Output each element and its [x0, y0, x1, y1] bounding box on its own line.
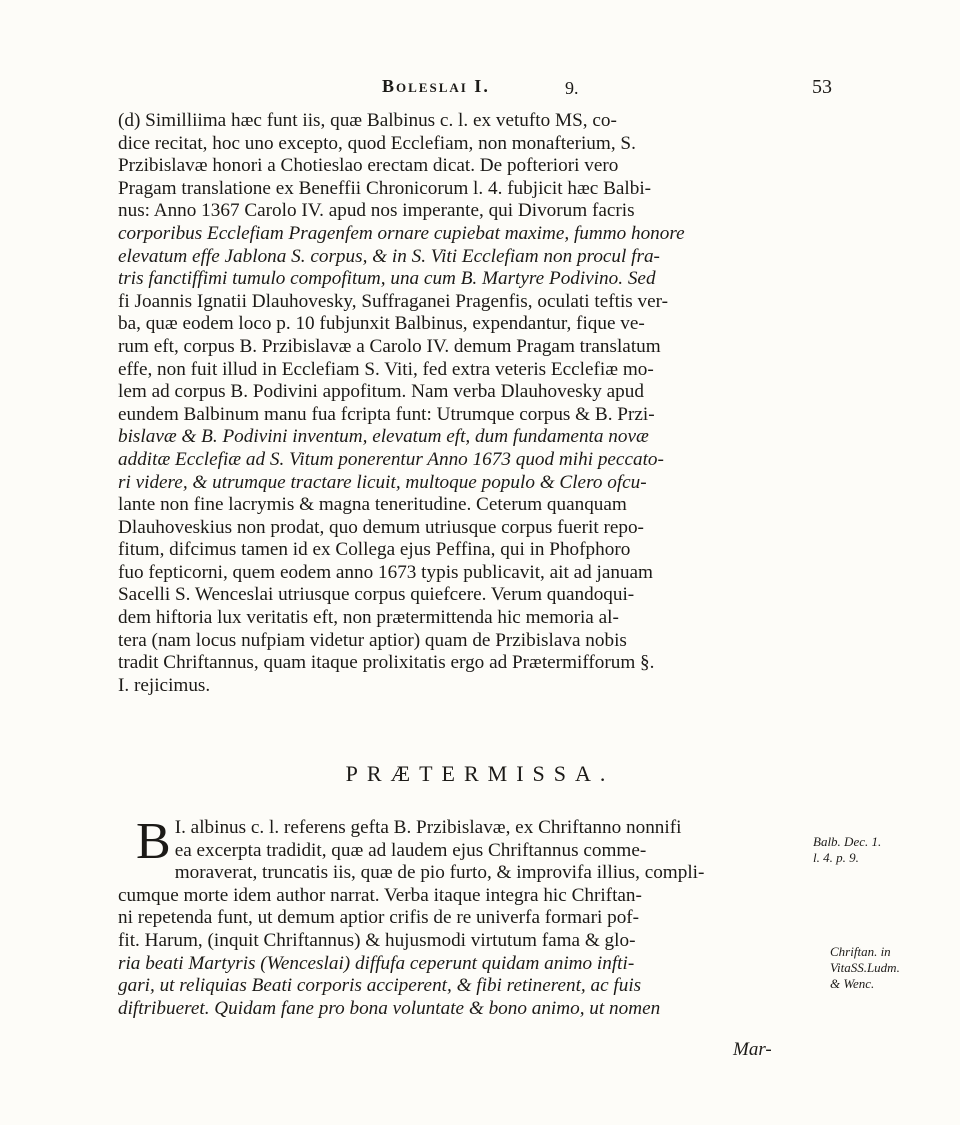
- margin-note-balbinus: [813, 834, 881, 866]
- text-line: fuo fepticorni, quem eodem anno 1673 typis publicavit, ait ad januam: [118, 561, 653, 583]
- drop-cap: B: [136, 813, 171, 870]
- praetermissa-paragraph: [118, 813, 808, 1020]
- text-line: ni repetenda funt, ut demum aptior crifis de re univerfa formari pof-: [118, 907, 640, 929]
- text-line-italic: additæ Ecclefiæ ad S. Vitum ponerentur Anno 1673 quod mihi peccato-: [118, 448, 664, 470]
- page-header: [120, 76, 832, 102]
- margin-note-christannus: [830, 944, 900, 992]
- section-title: PRÆTERMISSA.: [345, 761, 615, 786]
- margin-note-line: & Wenc.: [830, 976, 875, 991]
- text-line: tera (nam locus nufpiam videtur aptior) quam de Przibislava nobis: [118, 629, 627, 651]
- running-title: Boleslai I.: [382, 76, 490, 96]
- text-line: dice recitat, hoc uno excepto, quod Ecclefiam, non monafterium, S.: [118, 132, 636, 154]
- text-line-italic: tris fanctiffimi tumulo compofitum, una cum B. Martyre Podivino. Sed: [118, 268, 656, 290]
- margin-note-line: Chriftan. in: [830, 944, 891, 959]
- text-line-italic: diftribueret. Quidam fane pro bona voluntate & bono animo, ut nomen: [118, 997, 661, 1019]
- text-line: lante non fine lacrymis & magna teneritudine. Ceterum quanquam: [118, 494, 627, 516]
- text-line: I. rejicimus.: [118, 674, 211, 696]
- text-line-italic: gari, ut reliquias Beati corporis acciperent, & fibi retinerent, ac fuis: [118, 975, 642, 997]
- text-line: nus: Anno 1367 Carolo IV. apud nos imperante, qui Divorum facris: [118, 200, 635, 222]
- text-line: fitum, difcimus tamen id ex Collega ejus Peffina, qui in Phofphoro: [118, 539, 631, 561]
- text-line-italic: ri videre, & utrumque tractare licuit, multoque populo & Clero ofcu-: [118, 471, 647, 493]
- text-line: moraverat, truncatis iis, quæ de pio furto, & improvifa illius, compli-: [174, 862, 705, 884]
- text-line-italic: bislavæ & B. Podivini inventum, elevatum eft, dum fundamenta novæ: [118, 426, 649, 448]
- text-line: lem ad corpus B. Podivini appofitum. Nam verba Dlauhovesky apud: [118, 381, 644, 403]
- text-line: Dlauhoveskius non prodat, quo demum utriusque corpus fuerit repo-: [118, 516, 644, 538]
- text-line: fit. Harum, (inquit Chriftannus) & hujusmodi virtutum fama & glo-: [118, 929, 636, 951]
- text-line-italic: ria beati Martyris (Wenceslai) diffufa ceperunt quidam animo infti-: [118, 952, 635, 974]
- text-line: Przibislavæ honori a Chotieslao erectam dicat. De pofteriori vero: [118, 155, 619, 177]
- text-line-content: albinus c. l. referens gefta B. Przibislavæ, ex Chriftanno nonnifi: [190, 817, 682, 838]
- text-line: cumque morte idem author narrat. Verba itaque integra hic Chriftan-: [118, 884, 642, 906]
- text-line: fi Joannis Ignatii Dlauhovesky, Suffraganei Pragenfis, oculati teftis ver-: [118, 290, 669, 312]
- text-line: ea excerpta tradidit, quæ ad laudem ejus Chriftannus comme-: [174, 839, 647, 861]
- margin-note-line: l. 4. p. 9.: [813, 850, 859, 865]
- text-line: eundem Balbinum manu fua fcripta funt: Utrumque corpus & B. Przi-: [118, 403, 655, 425]
- paragraph-number: I.: [174, 817, 186, 838]
- text-line: ba, quæ eodem loco p. 10 fubjunxit Balbinus, expendantur, fique ve-: [118, 313, 645, 335]
- text-line: effe, non fuit illud in Ecclefiam S. Viti, fed extra veteris Ecclefiæ mo-: [118, 358, 654, 380]
- margin-note-line: VitaSS.Ludm.: [830, 960, 900, 975]
- text-line: tradit Chriftannus, quam itaque prolixitatis ergo ad Prætermifforum §.: [118, 652, 655, 674]
- footnote-d-text: [118, 110, 830, 697]
- chapter-number: 9.: [565, 78, 579, 98]
- text-line: dem hiftoria lux veritatis eft, non prætermittenda hic memoria al-: [118, 607, 619, 629]
- text-line: Pragam translatione ex Beneffii Chronicorum l. 4. fubjicit hæc Balbi-: [118, 177, 652, 199]
- margin-note-line: Balb. Dec. 1.: [813, 834, 882, 849]
- text-line: (d) Similliima hæc funt iis, quæ Balbinus c. l. ex vetufto MS, co-: [118, 110, 617, 131]
- text-line-italic: elevatum effe Jablona S. corpus, & in S. Viti Ecclefiam non procul fra-: [118, 245, 660, 267]
- text-line: rum eft, corpus B. Przibislavæ a Carolo IV. demum Pragam translatum: [118, 335, 661, 357]
- text-line-italic: corporibus Ecclefiam Pragenfem ornare cupiebat maxime, fummo honore: [118, 222, 685, 244]
- catchword: Mar-: [733, 1039, 772, 1060]
- text-line: Sacelli S. Wenceslai utriusque corpus quiefcere. Verum quandoqui-: [118, 584, 635, 606]
- page-number: 53: [812, 76, 832, 98]
